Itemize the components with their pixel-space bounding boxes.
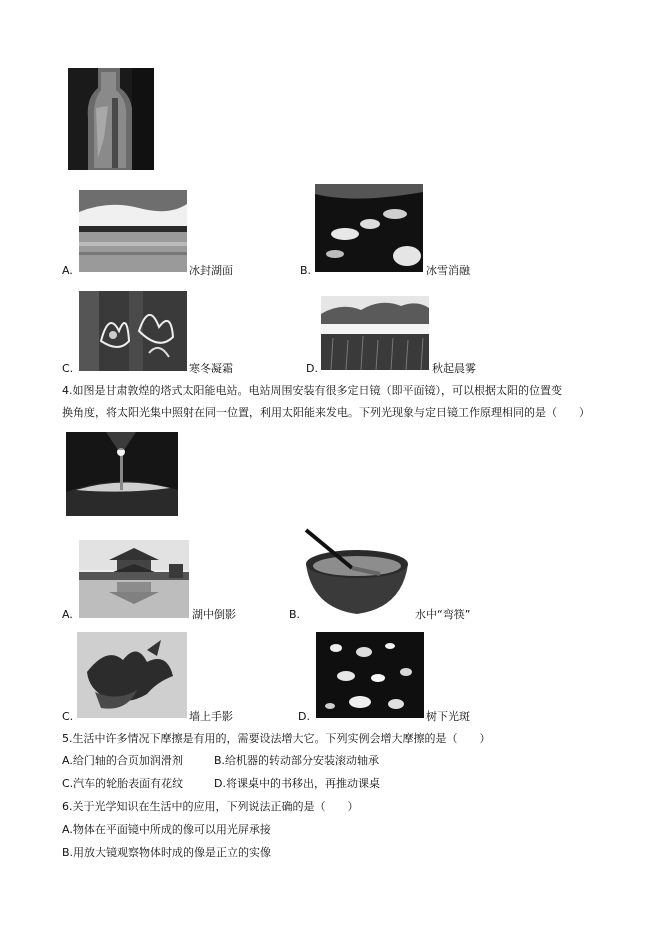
morning-fog-photo [321,296,429,370]
q3-option-d-caption: 秋起晨雾 [432,362,476,375]
q4-option-c-letter: C. [62,710,74,723]
q3-option-a-letter: A. [62,264,73,277]
q6-option-b: B.用放大镜观察物体时成的像是正立的实像 [62,846,272,859]
q5-option-b: B.给机器的转动部分安装滚动轴承 [214,754,380,767]
light-spots-photo [316,632,424,718]
q6-stem: 6.关于光学知识在生活中的应用，下列说法正确的是（ ） [62,800,359,813]
q4-option-b-letter: B. [289,608,301,621]
hand-shadow-photo [77,632,187,718]
q4-option-c-caption: 墙上手影 [189,710,233,723]
q3-option-c-caption: 寒冬凝霜 [189,362,233,375]
q3-option-d-letter: D. [306,362,318,375]
q3-option-b-caption: 冰雪消融 [426,264,470,277]
bottle-photo [68,68,154,170]
q5-stem: 5.生活中许多情况下摩擦是有用的，需要设法增大它。下列实例会增大摩擦的是（ ） [62,732,491,745]
q5-option-c: C.汽车的轮胎表面有花纹 [62,777,184,790]
frost-photo [79,291,187,371]
q5-option-d: D.将课桌中的书移出，再推动课桌 [214,777,380,790]
lake-reflection-photo [79,540,189,618]
q4-option-d-letter: D. [298,710,310,723]
chopstick-bowl-photo [302,528,412,618]
q6-option-a: A.物体在平面镜中所成的像可以用光屏承接 [62,823,271,836]
q5-option-a: A.给门轴的合页加润滑剂 [62,754,183,767]
q4-stem-line2: 换角度，将太阳光集中照射在同一位置，利用太阳能来发电。下列光现象与定日镜工作原理相同的是（ ） [62,406,590,419]
q3-option-b-letter: B. [300,264,312,277]
q4-option-a-caption: 湖中倒影 [192,608,236,621]
q4-option-a-letter: A. [62,608,73,621]
q4-option-d-caption: 树下光斑 [426,710,470,723]
q3-option-c-letter: C. [62,362,74,375]
q4-stem-line1: 4.如图是甘肃敦煌的塔式太阳能电站。电站周围安装有很多定日镜（即平面镜），可以根据太阳的位置变 [62,384,562,397]
q4-option-b-caption: 水中“弯筷” [415,608,471,621]
frozen-lake-photo [79,190,187,272]
q3-option-a-caption: 冰封湖面 [189,264,233,277]
melting-snow-photo [315,184,423,272]
solar-tower-photo [66,432,178,516]
